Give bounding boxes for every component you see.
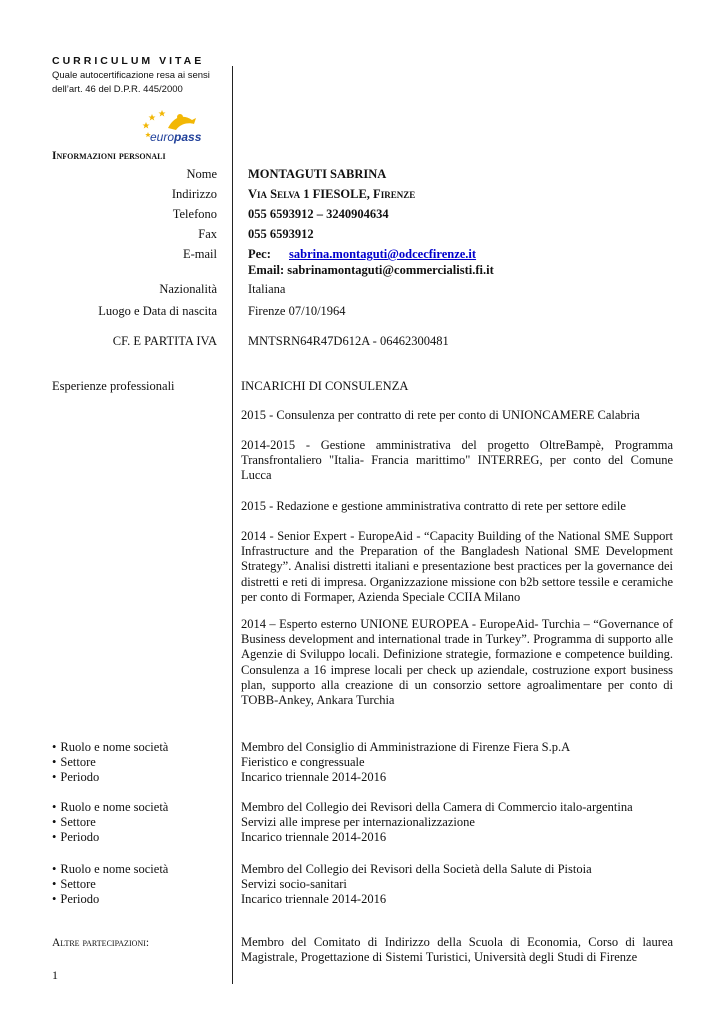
role-labels-3 — [52, 862, 168, 908]
bullet-ruolo: • Ruolo e nome società — [52, 800, 168, 815]
label-nome: Nome — [186, 167, 217, 181]
europass-logo-text — [150, 130, 201, 144]
value-nazionalita: Italiana — [248, 282, 286, 296]
value-cf: MNTSRN64R47D612A - 06462300481 — [248, 334, 449, 348]
value-nome: MONTAGUTI SABRINA — [248, 167, 387, 181]
label-telefono: Telefono — [172, 207, 217, 221]
role-labels-2 — [52, 800, 168, 846]
label-indirizzo: Indirizzo — [171, 187, 217, 201]
pec-email-link[interactable]: sabrina.montaguti@odcecfirenze.it — [289, 247, 477, 261]
role-settore: Fieristico e congressuale — [241, 755, 365, 769]
column-divider — [232, 66, 233, 984]
bullet-settore: • Settore — [52, 877, 168, 892]
cv-subtitle-line1: Quale autocertificazione resa ai sensi — [52, 70, 210, 81]
experience-item: 2014 - Senior Expert - EuropeAid - “Capacity Building of the National SME Support Infrastructure and the Preparation of the Bangladesh National SME Development Strategy”. Analisi distretti italiani e presentazione best practices per la governance dei distretti e reti di impresa. Organizzazione missione con b2b settore tessile e ceramiche per conto di Formaper, Azienda Speciale CCIIA Milano — [241, 529, 673, 604]
label-email: E-mail — [182, 247, 217, 261]
altre-text: Membro del Comitato di Indirizzo della Scuola di Economia, Corso di laurea Magistrale, Progettazione di Sistemi Turistici, Università degli Studi di Firenze — [241, 935, 673, 965]
label-altre-partecipazioni: Altre partecipazioni: — [52, 937, 150, 949]
value-indirizzo: Via Selva 1 FIESOLE, Firenze — [248, 187, 416, 201]
role-periodo: Incarico triennale 2014-2016 — [241, 770, 387, 784]
logo-text-prefix: euro — [150, 130, 175, 144]
role-periodo: Incarico triennale 2014-2016 — [241, 830, 387, 844]
experience-item: 2014 – Esperto esterno UNIONE EUROPEA - EuropeAid- Turchia – “Governance of Business development and international trade in Turkey”. Programma di supporto alle Agenzie di Sviluppo locali. Definizione strategie, formazione e competence building. Consulenza a 16 imprese locali per check up aziendale, costruzione export business plan, supporto alla creazione di un consorzio settore agroalimentare per conto di TOBB-Ankey, Ankara Turchia — [241, 617, 673, 708]
role-ruolo: Membro del Collegio dei Revisori della Società della Salute di Pistoia — [241, 862, 592, 876]
role-periodo: Incarico triennale 2014-2016 — [241, 892, 387, 906]
value-nascita: Firenze 07/10/1964 — [248, 304, 346, 318]
bullet-ruolo: • Ruolo e nome società — [52, 862, 168, 877]
bullet-periodo: • Periodo — [52, 770, 168, 785]
label-nascita: Luogo e Data di nascita — [98, 304, 217, 318]
experience-heading: INCARICHI DI CONSULENZA — [241, 379, 409, 393]
experience-item: 2014-2015 - Gestione amministrativa del progetto OltreBampè, Programma Transfrontaliero "Italia- Francia marittimo" INTERREG, per conto del Comune Lucca — [241, 438, 673, 483]
value-email: Email: sabrinamontaguti@commercialisti.fi.it — [248, 263, 494, 277]
pec-label: Pec: — [248, 247, 271, 261]
bullet-ruolo: • Ruolo e nome società — [52, 740, 168, 755]
experience-item: 2015 - Redazione e gestione amministrativa contratto di rete per settore edile — [241, 499, 626, 513]
role-settore: Servizi socio-sanitari — [241, 877, 347, 891]
page-number: 1 — [52, 968, 58, 982]
section-title-personal-info: Informazioni personali — [52, 150, 166, 162]
value-telefono: 055 6593912 – 3240904634 — [248, 207, 389, 221]
role-settore: Servizi alle imprese per internazionalizzazione — [241, 815, 475, 829]
logo-text-suffix: pass — [174, 130, 202, 144]
role-labels-1 — [52, 740, 168, 786]
value-fax: 055 6593912 — [248, 227, 314, 241]
bullet-settore: • Settore — [52, 755, 168, 770]
experience-item: 2015 - Consulenza per contratto di rete per conto di UNIONCAMERE Calabria — [241, 408, 640, 422]
bullet-periodo: • Periodo — [52, 892, 168, 907]
cv-subtitle-line2: dell’art. 46 del D.P.R. 445/2000 — [52, 84, 183, 95]
cv-title: CURRICULUM VITAE — [52, 55, 205, 67]
bullet-settore: • Settore — [52, 815, 168, 830]
role-ruolo: Membro del Consiglio di Amministrazione di Firenze Fiera S.p.A — [241, 740, 571, 754]
bullet-periodo: • Periodo — [52, 830, 168, 845]
label-nazionalita: Nazionalità — [159, 282, 217, 296]
role-ruolo: Membro del Collegio dei Revisori della Camera di Commercio italo-argentina — [241, 800, 633, 814]
label-cf: CF. E PARTITA IVA — [112, 334, 217, 348]
label-fax: Fax — [198, 227, 217, 241]
label-esperienze: Esperienze professionali — [52, 379, 175, 393]
